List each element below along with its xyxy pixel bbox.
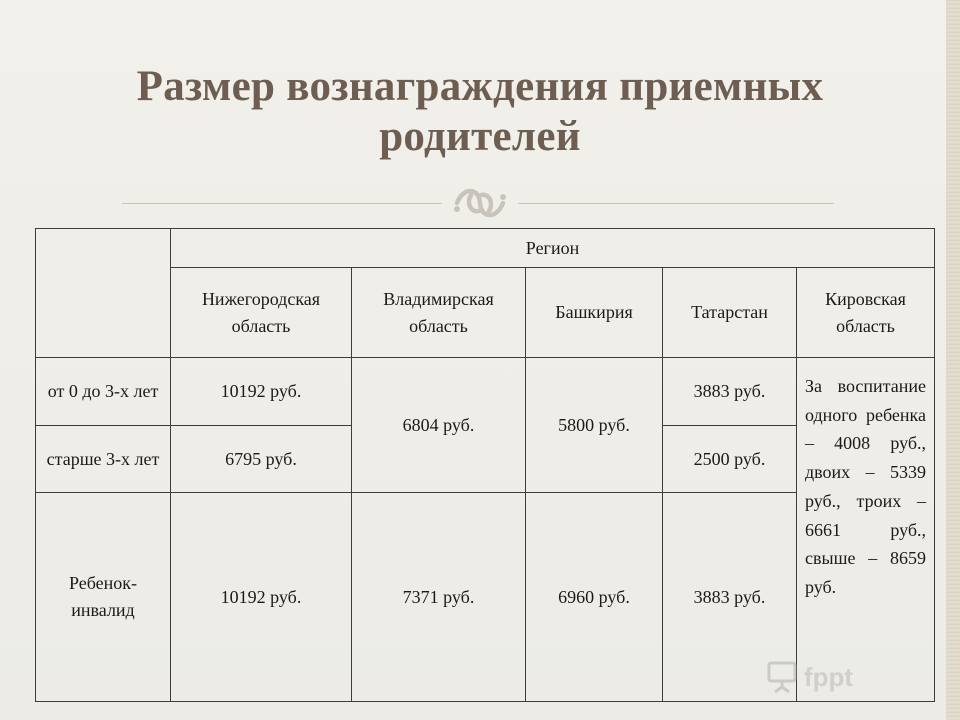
row-label-age-0-3: от 0 до 3-х лет <box>36 358 171 426</box>
decorative-swirl-icon <box>449 181 511 225</box>
cell-kirov-note: За воспитание одного ребенка – 4008 руб., двоих – 5339 руб., троих – 6661 руб., свыше – 8659 руб. <box>797 358 935 702</box>
cell-nizhny-disabled: 10192 руб. <box>171 493 352 702</box>
reward-table <box>35 228 935 702</box>
cell-vladimir-merged: 6804 руб. <box>352 358 526 493</box>
slide-title: Размер вознаграждения приемных родителей <box>136 63 824 160</box>
row-label-age-over-3: старше 3-х лет <box>36 426 171 493</box>
cell-nizhny-age-over-3: 6795 руб. <box>171 426 352 493</box>
fppt-watermark <box>766 652 936 702</box>
region-tatarstan: Татарстан <box>663 268 797 358</box>
region-header: Регион <box>171 229 935 268</box>
region-vladimir: Владимирская область <box>352 268 526 358</box>
cell-tatarstan-age-0-3: 3883 руб. <box>663 358 797 426</box>
cell-tatarstan-age-over-3: 2500 руб. <box>663 426 797 493</box>
page-edge-texture <box>946 0 960 720</box>
corner-cell <box>36 229 171 358</box>
cell-vladimir-disabled: 7371 руб. <box>352 493 526 702</box>
cell-bashkiria-merged: 5800 руб. <box>526 358 663 493</box>
region-kirov: Кировская область <box>797 268 935 358</box>
title-divider-right <box>518 203 834 204</box>
row-label-disabled-child: Ребенок-инвалид <box>36 493 171 702</box>
cell-tatarstan-disabled: 3883 руб. <box>663 493 797 702</box>
title-divider-left <box>122 203 442 204</box>
cell-bashkiria-disabled: 6960 руб. <box>526 493 663 702</box>
cell-nizhny-age-0-3: 10192 руб. <box>171 358 352 426</box>
watermark-text: fppt <box>804 661 854 692</box>
region-bashkiria: Башкирия <box>526 268 663 358</box>
region-nizhny-novgorod: Нижегородская область <box>171 268 352 358</box>
presentation-board-icon <box>766 659 798 695</box>
